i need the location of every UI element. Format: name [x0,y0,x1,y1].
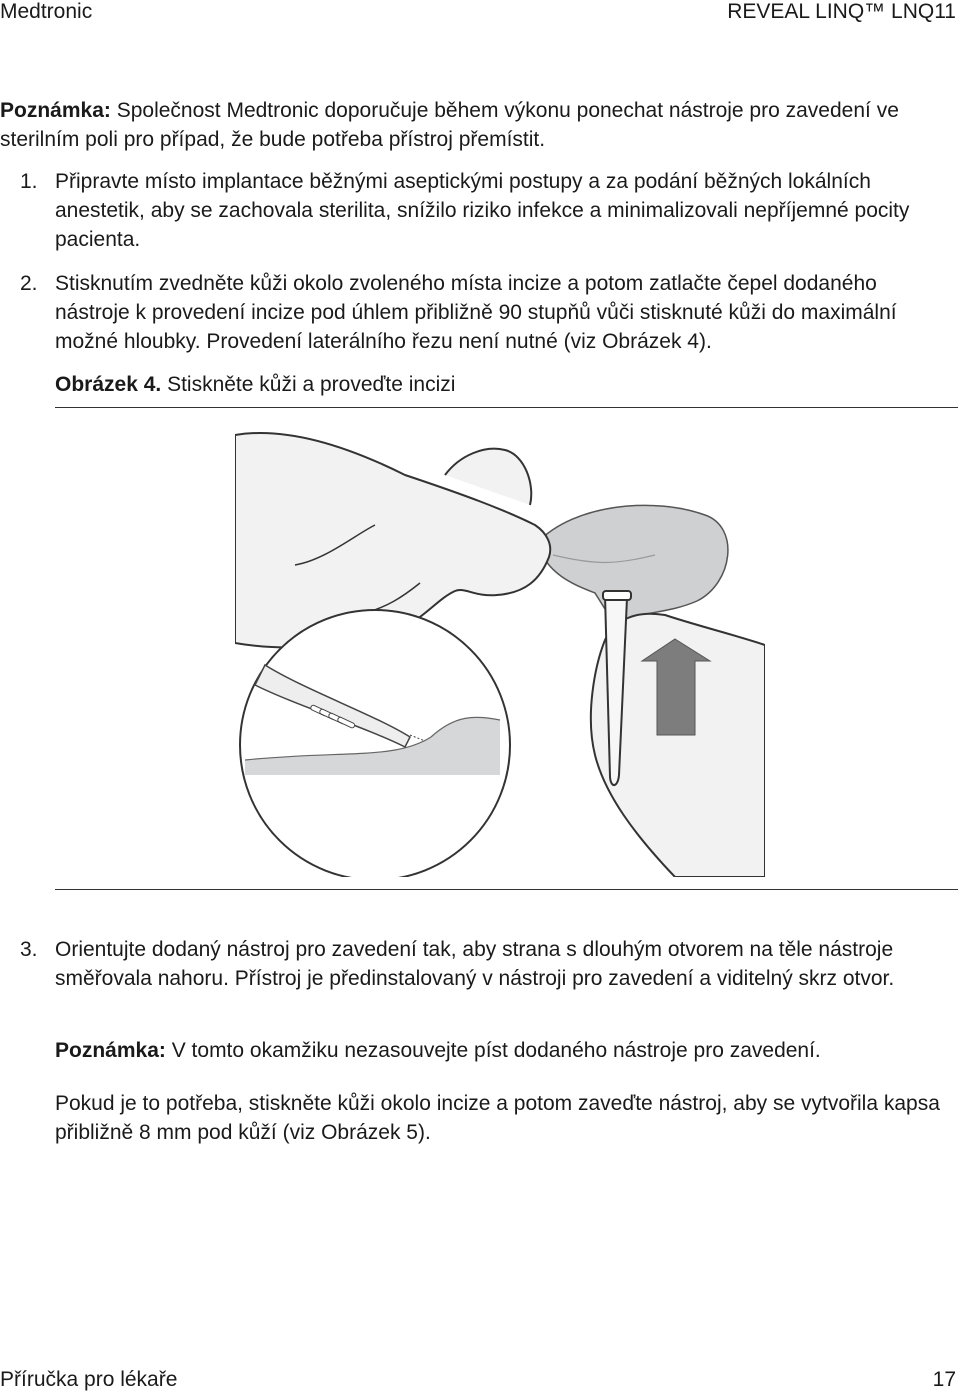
figure-label: Obrázek 4. [55,373,162,396]
figure-caption-text: Stiskněte kůži a proveďte incizi [161,373,456,396]
header-product: REVEAL LINQ™ LNQ11 [727,0,956,23]
note-text: Společnost Medtronic doporučuje během výkonu ponechat nástroje pro zavedení ve sterilním poli pro případ, že bude potřeba přístroj přemístit. [0,99,899,151]
figure-bottom-rule [55,889,958,890]
step-1 [20,167,955,254]
pinched-skin [537,505,728,625]
page-number: 17 [932,1368,956,1391]
footer-title: Příručka pro lékaře [0,1368,178,1391]
header-brand: Medtronic [0,0,93,23]
figure-caption [55,370,455,399]
step-text: Orientujte dodaný nástroj pro zavedení tak, aby strana s dlouhým otvorem na těle nástroje směřovala nahoru. Přístroj je předinstalovaný v nástroji pro zavedení a viditelný skrz otvor. [55,938,895,990]
note-label: Poznámka: [0,99,111,122]
step-number: 2. [20,272,38,295]
note-label: Poznámka: [55,1039,166,1062]
note-text: V tomto okamžiku nezasouvejte píst dodaného nástroje pro zavedení. [165,1039,821,1062]
step-2 [20,269,955,356]
figure-top-rule [55,407,958,408]
step-text: Stisknutím zvedněte kůži okolo zvoleného místa incize a potom zatlačte čepel dodaného nástroje k provedení incize pod úhlem přibližně 90 stupňů vůči stisknuté kůži do maximální možné hloubky. Provedení laterálního řezu není nutné (viz Obrázek 4). [55,272,897,353]
note-paragraph [0,96,930,154]
step-3-note [55,1036,955,1065]
step-number: 3. [20,938,38,961]
incision-illustration [235,415,765,877]
instruction-paragraph: Pokud je to potřeba, stiskněte kůži okolo incize a potom zaveďte nástroj, aby se vytvořila kapsa přibližně 8 mm pod kůží (viz Obrázek 5). [55,1092,940,1144]
step-text: Připravte místo implantace běžnými aseptickými postupy a za podání běžných lokálních anestetik, aby se zachovala sterilita, snížilo riziko infekce a minimalizovali nepříjemné pocity pacienta. [55,170,910,251]
step-number: 1. [20,170,38,193]
step-3 [20,935,955,993]
